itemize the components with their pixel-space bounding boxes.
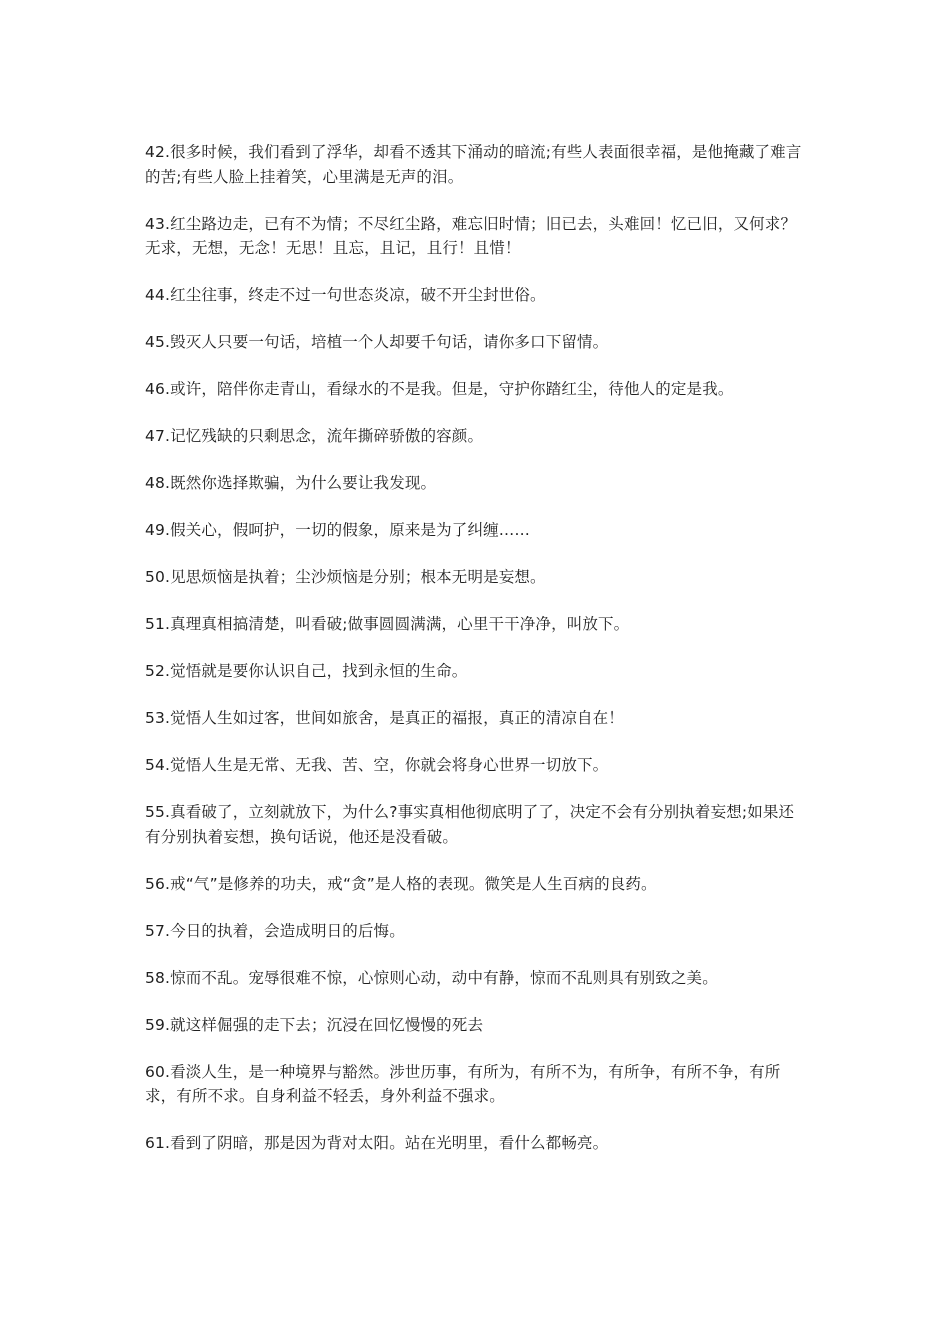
quote-45: 45.毁灭人只要一句话，培植一个人却要千句话，请你多口下留情。 — [145, 333, 609, 351]
quote-57: 57.今日的执着，会造成明日的后悔。 — [145, 921, 405, 940]
quote-48: 48.既然你选择欺骗，为什么要让我发现。 — [145, 474, 437, 492]
quote-60: 60.看淡人生，是一种境界与豁然。涉世历事，有所为，有所不为，有所争，有所不争，有所求，有所不求。自身利益不轻丢，身外利益不强求。 — [145, 1062, 781, 1105]
quote-53: 53.觉悟人生如过客，世间如旅舍，是真正的福报，真正的清凉自在！ — [145, 709, 624, 727]
quote-43: 43.红尘路边走，已有不为情；不尽红尘路，难忘旧时情；旧已去，头难回！忆已旧，又何求？无求，无想，无念！无思！且忘，且记，且行！且惜！ — [145, 214, 797, 257]
quote-47: 47.记忆残缺的只剩思念，流年撕碎骄傲的容颜。 — [145, 427, 484, 445]
document-page — [145, 140, 807, 1178]
quote-59: 59.就这样倔强的走下去；沉浸在回忆慢慢的死去 — [145, 1015, 484, 1034]
quote-44: 44.红尘往事，终走不过一句世态炎凉，破不开尘封世俗。 — [145, 286, 546, 304]
quote-51: 51.真理真相搞清楚，叫看破;做事圆圆满满，心里干干净净，叫放下。 — [145, 615, 630, 633]
quote-61: 61.看到了阴暗，那是因为背对太阳。站在光明里，看什么都畅亮。 — [145, 1134, 609, 1152]
quote-42: 42.很多时候，我们看到了浮华，却看不透其下涌动的暗流;有些人表面很幸福，是他掩藏了难言的苦;有些人脸上挂着笑，心里满是无声的泪。 — [145, 143, 802, 186]
quote-58: 58.惊而不乱。宠辱很难不惊，心惊则心动，动中有静，惊而不乱则具有别致之美。 — [145, 968, 718, 987]
quote-56: 56.戒“气”是修养的功夫，戒“贪”是人格的表现。微笑是人生百病的良药。 — [145, 874, 657, 893]
quote-50: 50.见思烦恼是执着；尘沙烦恼是分别；根本无明是妄想。 — [145, 568, 546, 586]
quote-46: 46.或许，陪伴你走青山，看绿水的不是我。但是，守护你踏红尘，待他人的定是我。 — [145, 380, 734, 398]
quote-55: 55.真看破了，立刻就放下，为什么?事实真相他彻底明了了，决定不会有分别执着妄想;如果还有分别执着妄想，换句话说，他还是没看破。 — [145, 803, 795, 846]
quote-49: 49.假关心，假呵护，一切的假象，原来是为了纠缠…… — [145, 521, 531, 539]
quote-54: 54.觉悟人生是无常、无我、苦、空，你就会将身心世界一切放下。 — [145, 756, 609, 774]
quote-52: 52.觉悟就是要你认识自己，找到永恒的生命。 — [145, 662, 468, 680]
